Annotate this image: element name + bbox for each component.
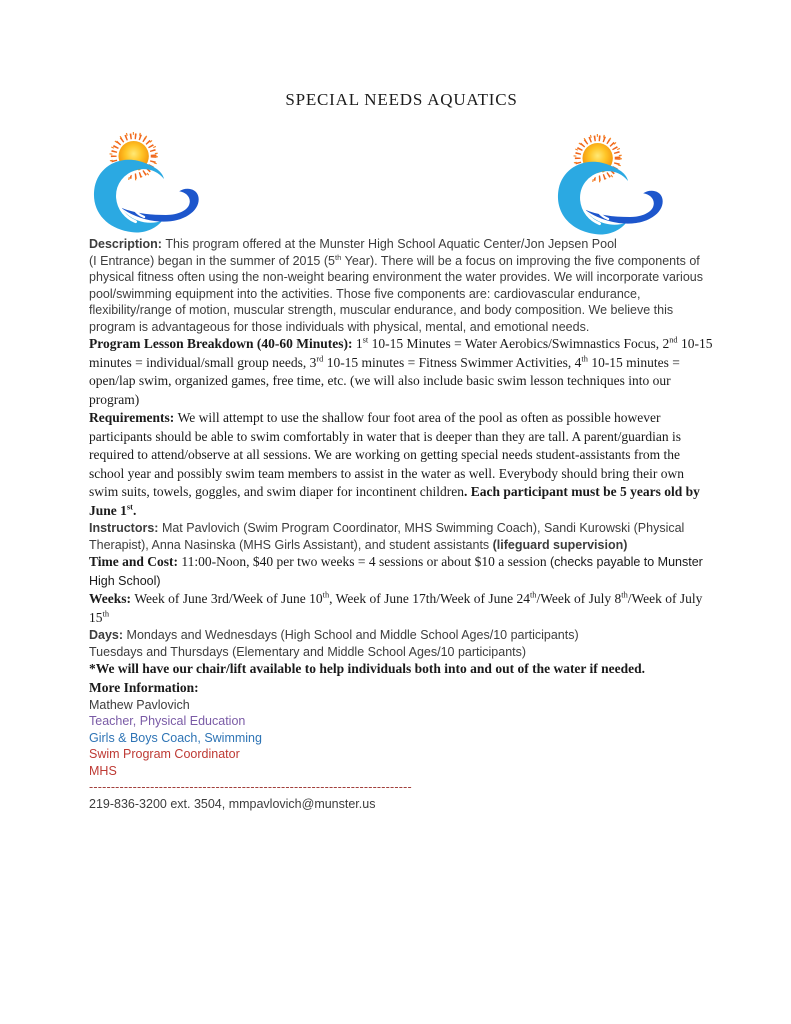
dashed-divider: -------------------------------------------------------------------------- bbox=[89, 780, 412, 795]
more-information-heading: More Information: bbox=[89, 679, 199, 695]
page-title: SPECIAL NEEDS AQUATICS bbox=[285, 90, 518, 109]
instructors-paragraph: Instructors: Mat Pavlovich (Swim Program Coordinator, MHS Swimming Coach), Sandi Kurowski (Physical Therapist), Anna Nasinska (MHS Girls Assistant), and student assistants (lifeguard supervision) bbox=[89, 521, 685, 552]
description-paragraph: Description: This program offered at the Munster High School Aquatic Center/Jon Jepsen Pool (I Entrance) began in the summer of 2015 (5th Year). There will be a focus on improving the five components of physical fitness often using the non-weight bearing environment the water provides. We will incorporate various pool/swimming equipment into the activities. Those five components are: cardiovascular endurance, flexibility/range of motion, muscular strength, muscular endurance, and body composition. We believe this program is advantageous for those individuals with physical, mental, and emotional needs. bbox=[89, 237, 703, 334]
contact-phone-email: 219-836-3200 ext. 3504, mmpavlovich@munster.us bbox=[89, 797, 376, 812]
contact-line: Swim Program Coordinator bbox=[89, 747, 240, 762]
time-and-cost-paragraph: Time and Cost: 11:00-Noon, $40 per two weeks = 4 sessions or about $10 a session (checks payable to Munster High School) bbox=[89, 554, 703, 588]
weeks-paragraph: Weeks: Week of June 3rd/Week of June 10th, Week of June 17th/Week of June 24th/Week of July 8th/Week of July 15th bbox=[89, 590, 703, 625]
days-paragraph: Days: Mondays and Wednesdays (High School and Middle School Ages/10 participants) Tuesdays and Thursdays (Elementary and Middle School Ages/10 participants) bbox=[89, 628, 579, 659]
contact-line: MHS bbox=[89, 763, 117, 778]
program-lesson-breakdown-paragraph: Program Lesson Breakdown (40-60 Minutes): 1st 10-15 Minutes = Water Aerobics/Swimnastics Focus, 2nd 10-15 minutes = individual/small group needs, 3rd 10-15 minutes = Fitness Swimmer Activities, 4th 10-15 minutes = open/lap swim, organized games, free time, etc. (we will also include basic swim lesson techniques into our program) bbox=[89, 335, 713, 407]
contact-line: Girls & Boys Coach, Swimming bbox=[89, 730, 262, 745]
sun-over-wave-logo bbox=[547, 124, 673, 236]
chair-lift-note: *We will have our chair/lift available to help individuals both into and out of the water if needed. bbox=[89, 661, 646, 676]
contact-block bbox=[89, 697, 714, 780]
requirements-paragraph: Requirements: We will attempt to use the shallow four foot area of the pool as often as possible however participants should be able to swim comfortably in water that is deeper than they are tall. A parent/guardian is required to attend/observe at all sessions. We are working on getting special needs student-assistants from the school year and possibly swim team members to assist in the water as well. Everybody should bring their own swim suits, towels, goggles, and swim diaper for incontinent children. Each participant must be 5 years old by June 1st. bbox=[89, 410, 700, 518]
sun-over-wave-logo bbox=[83, 122, 209, 234]
logo-row bbox=[89, 110, 714, 236]
contact-line: Teacher, Physical Education bbox=[89, 714, 246, 729]
contact-line: Mathew Pavlovich bbox=[89, 697, 190, 712]
flyer-content bbox=[89, 0, 714, 813]
